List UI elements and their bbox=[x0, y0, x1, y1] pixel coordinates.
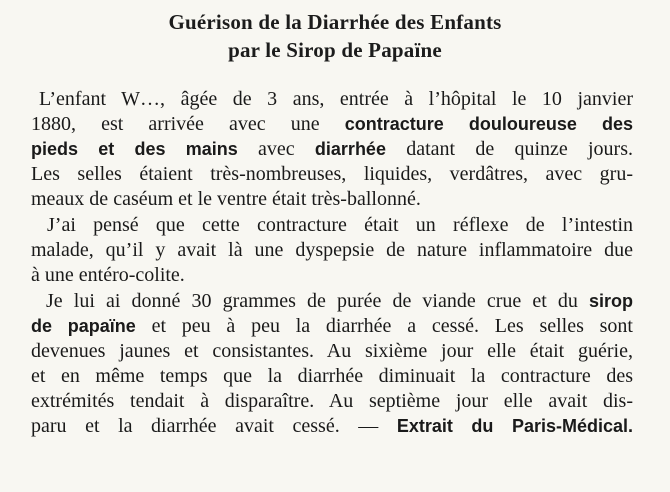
text-segment: J’ai pensé que cette contracture était un réflexe de l’intestin bbox=[47, 214, 633, 236]
text-segment: à une entéro-colite. bbox=[31, 264, 185, 286]
text-segment: L’enfant W…, âgée de 3 ans, entrée à l’hôpital le 10 janvier bbox=[39, 88, 633, 110]
bold-text-segment: pieds et des mains bbox=[31, 139, 238, 159]
text-line bbox=[31, 365, 633, 387]
text-segment: extrémités tendait à disparaître. Au septième jour elle avait dis- bbox=[31, 390, 633, 412]
text-line bbox=[47, 214, 633, 236]
text-line bbox=[39, 88, 633, 110]
text-line bbox=[31, 264, 185, 286]
text-segment: paru et la diarrhée avait cessé. — bbox=[31, 415, 397, 437]
text-segment: devenues jaunes et consistantes. Au sixième jour elle était guérie, bbox=[31, 340, 633, 362]
text-segment: Les selles étaient très-nombreuses, liquides, verdâtres, avec gru- bbox=[31, 163, 633, 185]
text-segment: et peu à peu la diarrhée a cessé. Les selles sont bbox=[135, 315, 633, 337]
text-line bbox=[46, 290, 633, 312]
bold-text-segment: Extrait du Paris-Médical. bbox=[396, 416, 633, 436]
text-line bbox=[31, 188, 421, 210]
text-line bbox=[31, 415, 633, 437]
article-title-line-2: par le Sirop de Papaïne bbox=[228, 38, 442, 62]
text-segment: et en même temps que la diarrhée diminuait la contracture des bbox=[31, 365, 633, 387]
bold-text-segment: diarrhée bbox=[314, 139, 386, 159]
text-segment: datant de quinze jours. bbox=[385, 138, 633, 160]
bold-text-segment: de papaïne bbox=[31, 316, 136, 336]
text-line bbox=[31, 390, 633, 412]
bold-text-segment: contracture douloureuse des bbox=[344, 114, 634, 134]
text-line bbox=[31, 163, 633, 185]
text-segment: malade, qu’il y avait là une dyspepsie de nature inflammatoire due bbox=[31, 239, 633, 261]
text-line bbox=[31, 315, 633, 337]
text-segment: avec bbox=[237, 138, 315, 160]
text-segment: meaux de caséum et le ventre était très-ballonné. bbox=[31, 188, 421, 210]
text-line bbox=[31, 340, 633, 362]
text-line bbox=[31, 239, 633, 261]
text-line bbox=[31, 138, 633, 160]
text-segment: 1880, est arrivée avec une bbox=[31, 113, 345, 135]
bold-text-segment: sirop bbox=[588, 291, 633, 311]
text-segment: Je lui ai donné 30 grammes de purée de viande crue et du bbox=[46, 290, 589, 312]
text-line bbox=[31, 113, 633, 135]
article-title-line-1: Guérison de la Diarrhée des Enfants bbox=[168, 10, 502, 34]
